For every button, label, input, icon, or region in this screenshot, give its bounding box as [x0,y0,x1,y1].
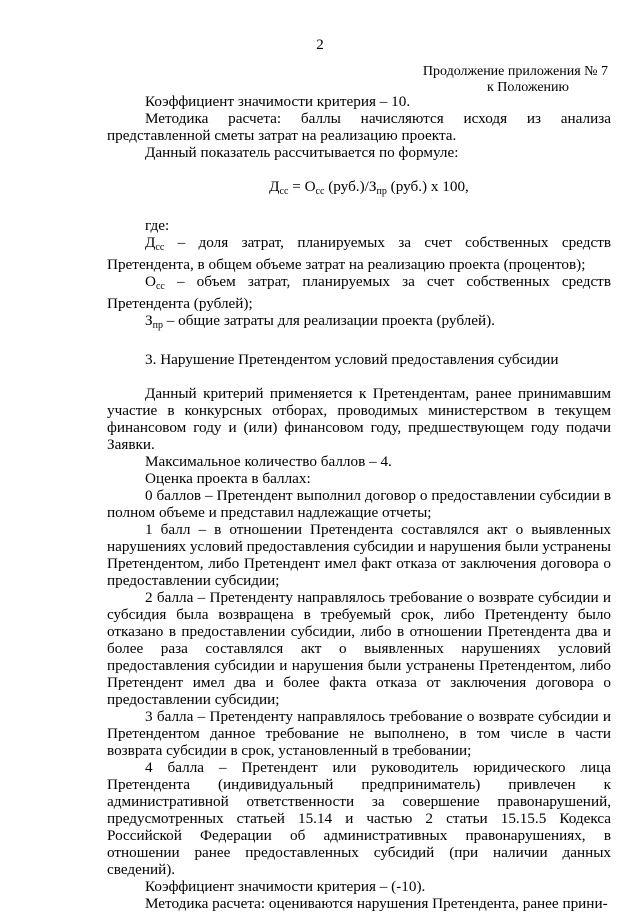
formula-eq: = О [288,178,316,195]
definition-d [107,234,611,273]
formula-d: Д [269,178,280,195]
method-paragraph-2: Методика расчета: оцениваются нарушения Претендента, ранее прини- [145,895,608,912]
appendix-note-line2: к Положению [486,80,569,95]
score-3-paragraph: 3 балла – Претенденту направлялось требование о возврате субсидии и Претендентом данное требование не выполнено, в том числе в части возврата субсидии в срок, установленный в требовании; [107,708,611,759]
definition-z-text: – общие затраты для реализации проекта (рублей). [162,312,495,329]
score-4-paragraph: 4 балла – Претендент или руководитель юридического лица Претендента (индивидуальный предприниматель) привлечен к административной ответственности за совершение правонарушений, предусмотренных статьей 15.14 и частью 2 статьи 15.15.5 Кодекса Российской Федерации об административных правонарушениях, в отношении ранее предоставленных субсидий (при наличии данных сведений). [107,759,611,878]
definition-z [107,312,611,334]
definition-z-symbol: З [145,312,153,329]
where-label: где: [145,217,170,234]
formula-d-sub: сс [279,186,289,197]
definition-d-sub: сс [155,242,165,253]
definition-d-symbol: Д [145,234,156,251]
appendix-note [408,64,608,96]
page-number: 2 [316,37,324,53]
score-1-paragraph: 1 балл – в отношении Претендента составлялся акт о выявленных нарушениях условий предоставления субсидии и нарушения были устранены Претендентом, либо Претендент имел факт отказа от заключения договора о предоставлении субсидии; [107,521,611,589]
formula-o-sub: сс [315,186,325,197]
definition-d-text: – доля затрат, планируемых за счет собственных средств Претендента, в общем объеме затрат на реализацию проекта (процентов); [107,234,611,273]
definition-o-symbol: О [145,273,156,290]
formula-tail: (руб.) х 100, [386,178,469,195]
definition-o-text: – объем затрат, планируемых за счет собственных средств Претендента (рублей); [107,273,611,312]
score-2-paragraph: 2 балла – Претенденту направлялось требование о возврате субсидии и субсидия была возвращена в требуемый срок, либо Претенденту было отказано в предоставлении субсидии, либо в отношении Претендента два и более раза составлялся акт о выявленных нарушениях условий предоставления субсидии и нарушения были устранены Претендентом, либо Претендент имел два и более факта отказа от заключения договора о предоставлении субсидии; [107,589,611,708]
formula-z-sub: пр [376,186,387,197]
method-paragraph: Методика расчета: баллы начисляются исходя из анализа представленной сметы затрат на реализацию проекта. [107,110,611,144]
score-intro-paragraph: Оценка проекта в баллах: [145,470,311,487]
definition-o-sub: сс [155,281,165,292]
criterion-weight-paragraph: Коэффициент значимости критерия – 10. [145,93,411,110]
score-0-paragraph: 0 баллов – Претендент выполнил договор о предоставлении субсидии в полном объеме и представил надлежащие отчеты; [107,487,611,521]
appendix-note-line1: Продолжение приложения № 7 [422,64,608,79]
formula-mid: (руб.)/З [324,178,377,195]
criterion-weight-paragraph-2: Коэффициент значимости критерия – (-10). [145,878,426,895]
definition-z-sub: пр [152,320,163,331]
document-body [107,93,611,912]
definition-o [107,273,611,312]
criterion-scope-paragraph: Данный критерий применяется к Претендентам, ранее принимавшим участие в конкурсных отборах, проводимых министерством в текущем финансовом году и (или) финансовом году, предшествующем году подачи Заявки. [107,385,611,453]
section-heading-3: 3. Нарушение Претендентом условий предоставления субсидии [145,351,559,368]
max-score-paragraph: Максимальное количество баллов – 4. [145,453,392,470]
formula [107,178,611,200]
formula-intro-paragraph: Данный показатель рассчитывается по формуле: [145,144,459,161]
